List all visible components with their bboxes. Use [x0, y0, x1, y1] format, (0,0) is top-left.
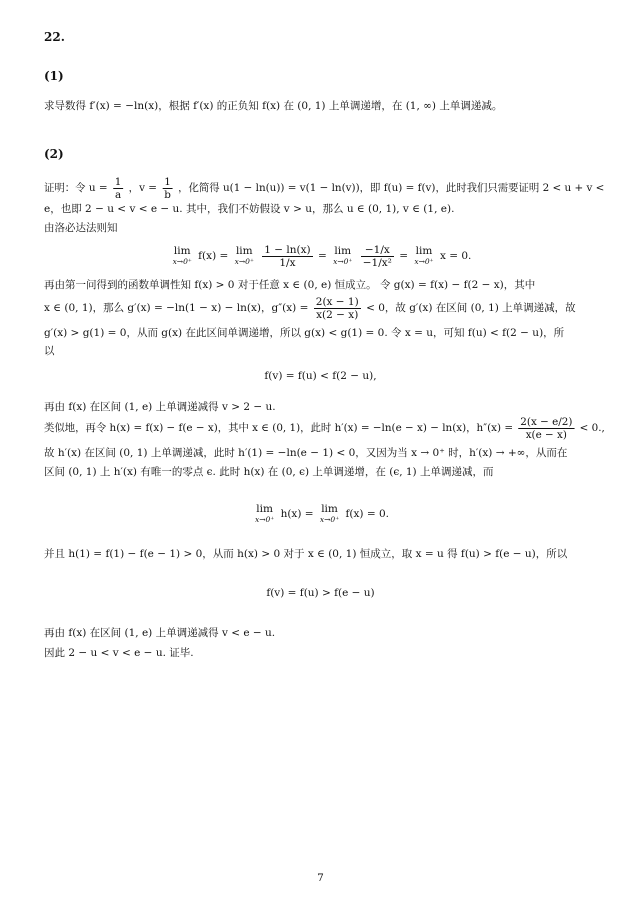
limit-1: lim x→0⁺ — [172, 245, 192, 266]
equation-fv-greater: f(v) = f(u) > f(e − u) — [266, 587, 375, 599]
problem-number: 22. — [44, 30, 65, 44]
limit-h: lim x→0⁺ — [254, 503, 275, 524]
fraction-h-second-derivative: $\frac{2(x - e/2)}{x(e - x)}$ — [520, 415, 573, 441]
proof-line-9: 类似地，再令 h(x) = f(x) − f(e − x)，其中 x ∈ (0, 1)，此时 h′(x) = −ln(e − x) − ln(x)，h″(x) = $\frac{2(x - e/2)}{x(e - x)}$ < 0., — [44, 415, 605, 441]
limit-3: lim x→0⁺ — [333, 245, 353, 266]
equation-fv-less: f(v) = f(u) < f(2 − u), — [264, 370, 377, 382]
fraction-lhopital-1: $\frac{1 - \ln(x)}{1/x}$ — [264, 243, 311, 269]
fraction-g-second-derivative: $\frac{2(x - 1)}{x(2 - x)}$ — [315, 295, 359, 321]
proof-line-12: 并且 h(1) = f(1) − f(e − 1) > 0，从而 h(x) > 0 对于 x ∈ (0, 1) 恒成立，取 x = u 得 f(u) > f(e − u)，所以 — [44, 548, 568, 560]
proof-line-4: 再由第一问得到的函数单调性知 f(x) > 0 对于任意 x ∈ (0, e) 恒成立。 令 g(x) = f(x) − f(2 − x)，其中 — [44, 279, 536, 291]
proof-line-3: 由洛必达法则知 — [44, 222, 118, 234]
proof-line-7: 以 — [44, 345, 55, 357]
proof-line-8: 再由 f(x) 在区间 (1, e) 上单调递减得 v > 2 − u. — [44, 401, 276, 413]
part1-text: 求导数得 f′(x) = −ln(x)，根据 f′(x) 的正负知 f(x) 在 (0, 1) 上单调递增，在 (1, ∞) 上单调递减。 — [44, 100, 503, 112]
page-number: 7 — [317, 872, 324, 884]
proof-line-10: 故 h′(x) 在区间 (0, 1) 上单调递减，此时 h′(1) = −ln(e − 1) < 0，又因为当 x → 0⁺ 时，h′(x) → +∞，从而在 — [44, 447, 568, 459]
proof-line-1 — [44, 174, 604, 202]
proof-line-13: 再由 f(x) 在区间 (1, e) 上单调递减得 v < e − u. — [44, 627, 276, 639]
part1-label: (1) — [44, 69, 64, 83]
proof-line-6: g′(x) > g(1) = 0，从而 g(x) 在此区间单调递增，所以 g(x) < g(1) = 0. 令 x = u，可知 f(u) < f(2 − u)，所 — [44, 327, 565, 339]
equation-lhopital: lim x→0⁺ f(x) = lim x→0⁺ $\frac{1 - \ln(x)}{1/x}$ = lim x→0⁺ $\frac{-1/x}{\text{−1/x²}}$ = lim x→0⁺ x = 0. — [172, 243, 472, 269]
fraction-lhopital-2: $\frac{-1/x}{\text{−1/x²}}$ — [362, 243, 392, 269]
limit-4: lim x→0⁺ — [414, 245, 434, 266]
proof-line-1-b: ，v = — [128, 182, 157, 194]
part2-label: (2) — [44, 147, 64, 161]
fraction-v: $\frac{1}{b}$ — [164, 175, 171, 201]
equation-limit-h: lim x→0⁺ h(x) = lim x→0⁺ f(x) = 0. — [254, 503, 390, 524]
proof-line-14: 因此 2 − u < v < e − u. 证毕. — [44, 647, 194, 659]
limit-f: lim x→0⁺ — [319, 503, 340, 524]
proof-line-2: e，也即 2 − u < v < e − u. 其中，我们不妨假设 v > u，那么 u ∈ (0, 1), v ∈ (1, e). — [44, 203, 455, 215]
proof-line-1-c: ，化简得 u(1 − ln(u)) = v(1 − ln(v))，即 f(u) = f(v)，此时我们只需要证明 2 < u + v < — [178, 182, 605, 194]
proof-line-11: 区间 (0, 1) 上 h′(x) 有唯一的零点 ϵ. 此时 h(x) 在 (0, ϵ) 上单调递增，在 (ϵ, 1) 上单调递减，而 — [44, 466, 494, 478]
fraction-u: $\frac{1}{a}$ — [114, 175, 122, 201]
proof-line-1-a: 证明：令 u = — [44, 182, 108, 194]
limit-2: lim x→0⁺ — [234, 245, 254, 266]
proof-line-5: x ∈ (0, 1)，那么 g′(x) = −ln(1 − x) − ln(x)，g″(x) = $\frac{2(x - 1)}{x(2 - x)}$ < 0，故 g′(x) 在区间 (0, 1) 上单调递减，故 — [44, 295, 576, 321]
